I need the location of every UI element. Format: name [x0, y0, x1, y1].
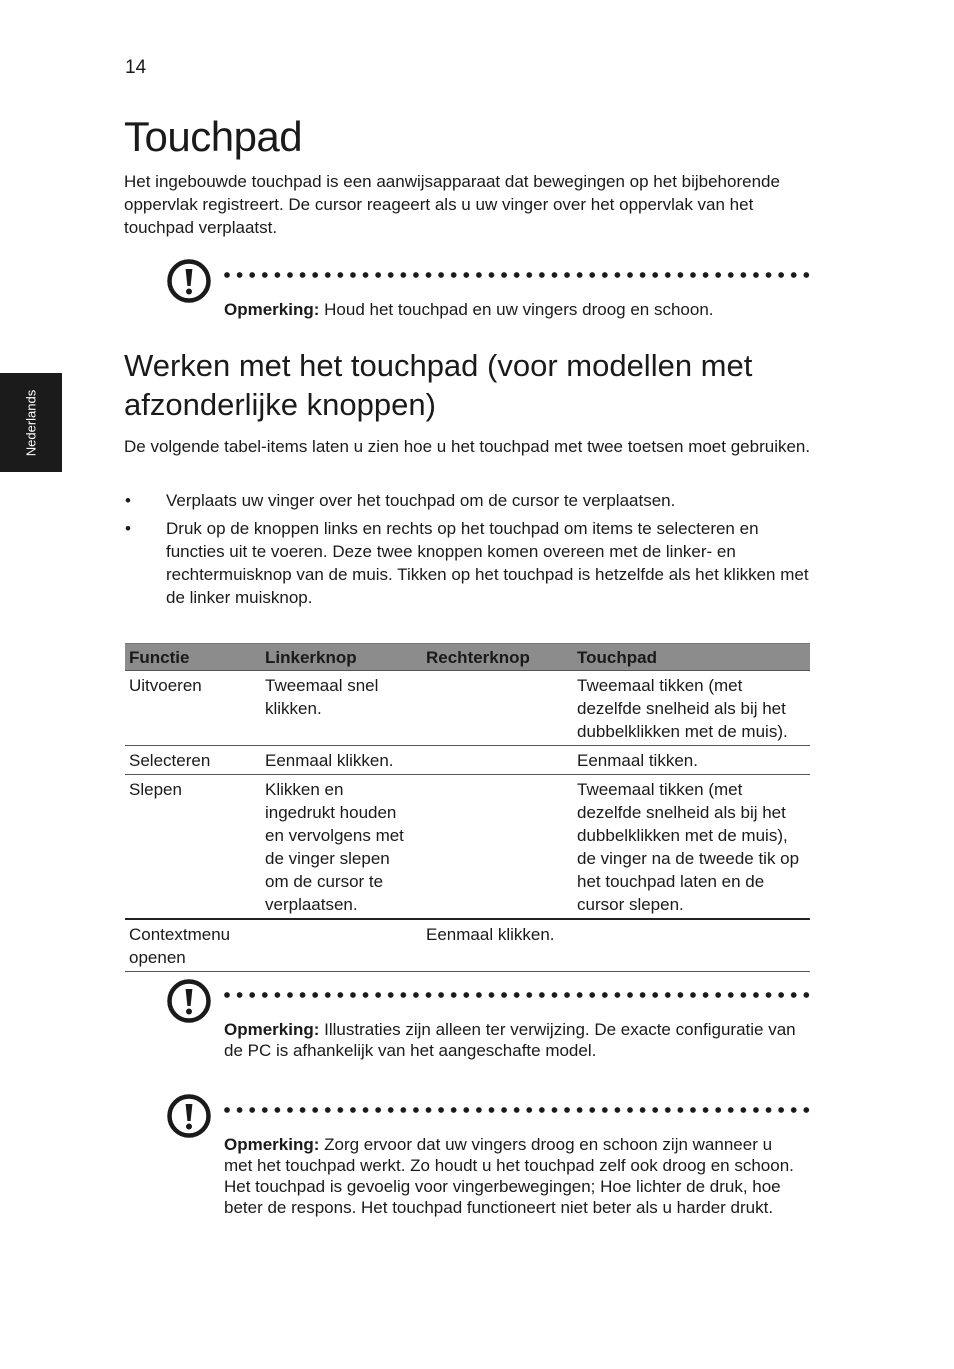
- table-cell: Klikken en ingedrukt houden en vervolgens met de vinger slepen om de cursor te verplaatsen.: [261, 775, 422, 920]
- note-body: Zorg ervoor dat uw vingers droog en schoon zijn wanneer u met het touchpad werkt. Zo houdt u het touchpad zelf ook droog en schoon. Het touchpad is gevoelig voor vingerbewegingen; Hoe lichter de druk, hoe beter de respons. Het touchpad functioneert niet beter als u harder drukt.: [224, 1135, 794, 1217]
- list-item-text: Verplaats uw vinger over het touchpad om de cursor te verplaatsen.: [166, 491, 676, 510]
- header-touchpad: Touchpad: [573, 644, 810, 671]
- header-right-button: Rechterknop: [422, 644, 573, 671]
- dotted-divider: [224, 272, 810, 278]
- dotted-divider: [224, 1107, 810, 1113]
- table-cell: Slepen: [125, 775, 261, 920]
- table-cell: [261, 919, 422, 972]
- table-row: [125, 775, 810, 920]
- table-row: [125, 919, 810, 972]
- table-cell: [573, 919, 810, 972]
- table-cell: Uitvoeren: [125, 671, 261, 746]
- side-tab-label: Nederlands: [23, 389, 39, 457]
- note-text: [224, 299, 804, 320]
- note-body: Houd het touchpad en uw vingers droog en schoon.: [319, 300, 714, 319]
- table-cell: Eenmaal klikken.: [261, 746, 422, 775]
- table-cell: Eenmaal klikken.: [422, 919, 573, 972]
- note-text: [224, 1134, 804, 1218]
- bullet-marker: •: [125, 519, 131, 538]
- exclamation-circle-icon: [166, 978, 212, 1024]
- bullet-marker: •: [125, 491, 131, 510]
- table-cell: Eenmaal tikken.: [573, 746, 810, 775]
- table-cell: [422, 671, 573, 746]
- bullet-list: [124, 489, 814, 614]
- table-cell: Contextmenu openen: [125, 919, 261, 972]
- table-cell: Tweemaal snel klikken.: [261, 671, 422, 746]
- header-function: Functie: [125, 644, 261, 671]
- list-item: [124, 489, 814, 512]
- section-intro: De volgende tabel-items laten u zien hoe u het touchpad met twee toetsen moet gebruiken.: [124, 437, 811, 456]
- table-cell: [422, 775, 573, 920]
- header-left-button: Linkerknop: [261, 644, 422, 671]
- exclamation-circle-icon: [166, 258, 212, 304]
- dotted-divider: [224, 992, 810, 998]
- table-cell: Tweemaal tikken (met dezelfde snelheid als bij het dubbelklikken met de muis).: [573, 671, 810, 746]
- table-cell: [422, 746, 573, 775]
- list-item: [124, 517, 814, 609]
- note-label: Opmerking:: [224, 1135, 320, 1154]
- table-row: [125, 746, 810, 775]
- touchpad-function-table: [125, 643, 810, 972]
- table-row: [125, 671, 810, 746]
- table-header-row: [125, 644, 810, 671]
- exclamation-circle-icon: [166, 1093, 212, 1139]
- note-text: [224, 1019, 804, 1061]
- list-item-text: Druk op de knoppen links en rechts op het touchpad om items te selecteren en functies uit te voeren. Deze twee knoppen komen overeen met de linker- en rechtermuisknop van de muis. Tikken op het touchpad is hetzelfde als het klikken met de linker muisknop.: [166, 519, 809, 607]
- section-heading: Werken met het touchpad (voor modellen met afzonderlijke knoppen): [124, 348, 753, 422]
- note-body: Illustraties zijn alleen ter verwijzing. De exacte configuratie van de PC is afhankelijk van het aangeschafte model.: [224, 1020, 796, 1060]
- intro-paragraph: Het ingebouwde touchpad is een aanwijsapparaat dat bewegingen op het bijbehorende oppervlak registreert. De cursor reageert als u uw vinger over het oppervlak van het touchpad verplaatst.: [124, 172, 780, 237]
- page-number: 14: [125, 57, 147, 78]
- note-label: Opmerking:: [224, 300, 320, 319]
- note-label: Opmerking:: [224, 1020, 320, 1039]
- table-cell: Tweemaal tikken (met dezelfde snelheid als bij het dubbelklikken met de muis), de vinger na de tweede tik op het touchpad laten en de cursor slepen.: [573, 775, 810, 920]
- page-title: Touchpad: [124, 113, 303, 160]
- table-cell: Selecteren: [125, 746, 261, 775]
- language-side-tab: [0, 373, 62, 472]
